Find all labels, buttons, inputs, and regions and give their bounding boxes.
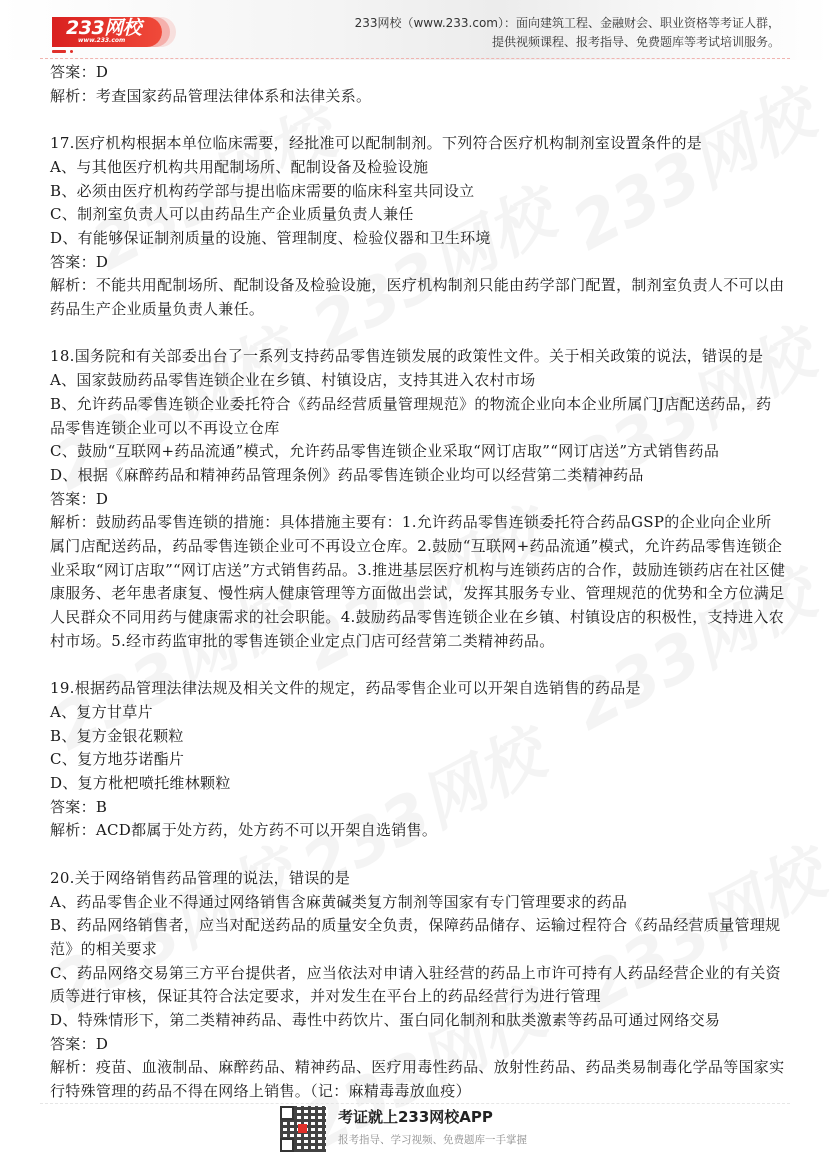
option-b: B、复方金银花颗粒	[50, 726, 184, 745]
question-17	[50, 132, 786, 322]
question-18	[50, 345, 786, 653]
tagline-line-1: 233网校（www.233.com）：面向建筑工程、金融财会、职业资格等考证人群，	[354, 16, 780, 30]
option-c: C、药品网络交易第三方平台提供者，应当依法对申请入驻经营的药品上市许可持有人药品经营企业的有关资质等进行审核，保证其符合法定要求，并对发生在平台上的药品经营行为进行管理	[50, 963, 781, 1006]
app-promo-subtitle: 报考指导、学习视频、免费题库一手掌握	[338, 1134, 527, 1146]
brand-logo[interactable]	[52, 17, 162, 47]
spacer	[50, 322, 786, 346]
answer-line: 答案：D	[50, 252, 109, 271]
analysis-line: 解析：疫苗、血液制品、麻醉药品、精神药品、医疗用毒性药品、放射性药品、药品类易制毒化学品等国家实行特殊管理的药品不得在网络上销售。（记：麻精毒毒放血疫）	[50, 1058, 785, 1101]
option-d: D、复方枇杷喷托维林颗粒	[50, 774, 231, 793]
logo-accent-dot	[70, 50, 73, 53]
analysis-line: 解析：鼓励药品零售连锁的措施：具体措施主要有：1.允许药品零售连锁委托符合药品GSP的企业向企业所属门店配送药品，药品零售连锁企业可不再设立仓库。2.鼓励“互联网+药品流通”模式，允许药品零售连锁企业采取“网订店取”“网订店送”方式销售药品。3.推进基层医疗机构与连锁药店的合作，鼓励连锁药店在社区健康服务、老年患者康复、慢性病人健康管理等方面做出尝试，发挥其服务专业、管理规范的优势和全方位满足人民群众不同用药与健康需求的社会职能。4.鼓励药品零售连锁企业在乡镇、村镇设店的积极性，支持进入农村市场。5.经市药监审批的零售连锁企业定点门店可经营第二类精神药品。	[50, 513, 786, 650]
analysis-line: 解析：不能共用配制场所、配制设备及检验设施，医疗机构制剂只能由药学部门配置，制剂室负责人不可以由药品生产企业质量负责人兼任。	[50, 276, 785, 319]
option-c: C、复方地芬诺酯片	[50, 750, 185, 769]
option-b: B、必须由医疗机构药学部与提出临床需要的临床科室共同设立	[50, 181, 475, 200]
answer-line: 答案：B	[50, 797, 108, 816]
header-divider	[40, 58, 790, 59]
footer-divider	[40, 1103, 790, 1104]
analysis-line: 解析：ACD都属于处方药，处方药不可以开架自选销售。	[50, 821, 438, 840]
document-body	[50, 61, 786, 1104]
option-c: C、鼓励“互联网+药品流通”模式，允许药品零售连锁企业采取“网订店取”“网订店送”方式销售药品	[50, 442, 720, 461]
logo-brand-text: 233网校	[66, 17, 142, 39]
spacer	[50, 843, 786, 867]
question-19	[50, 677, 786, 843]
logo-url-text: www.233.com	[78, 37, 126, 44]
tagline-line-2: 提供视频课程、报考指导、免费题库等考试培训服务。	[491, 35, 780, 49]
qr-logo-icon	[298, 1124, 307, 1133]
option-d: D、特殊情形下，第二类精神药品、毒性中药饮片、蛋白同化制剂和肽类激素等药品可通过网络交易	[50, 1011, 721, 1030]
option-a: A、药品零售企业不得通过网络销售含麻黄碱类复方制剂等国家有专门管理要求的药品	[50, 892, 628, 911]
logo-accent-bar	[52, 50, 66, 53]
analysis-line: 解析：考查国家药品管理法律体系和法律关系。	[50, 86, 372, 105]
option-a: A、国家鼓励药品零售连锁企业在乡镇、村镇设店，支持其进入农村市场	[50, 371, 536, 390]
option-c: C、制剂室负责人可以由药品生产企业质量负责人兼任	[50, 205, 414, 224]
option-b: B、药品网络销售者，应当对配送药品的质量安全负责，保障药品储存、运输过程符合《药品经营质量管理规范》的相关要求	[50, 916, 781, 958]
question-stem: 17.医疗机构根据本单位临床需要，经批准可以配制制剂。下列符合医疗机构制剂室设置条件的是	[50, 134, 703, 153]
header-tagline	[260, 14, 780, 52]
answer-line: 答案：D	[50, 489, 109, 508]
option-a: A、复方甘草片	[50, 702, 153, 721]
question-stem: 19.根据药品管理法律法规及相关文件的规定，药品零售企业可以开架自选销售的药品是	[50, 679, 641, 698]
option-d: D、有能够保证制剂质量的设施、管理制度、检验仪器和卫生环境	[50, 228, 491, 247]
option-b: B、允许药品零售连锁企业委托符合《药品经营质量管理规范》的物流企业向本企业所属门J店配送药品，药品零售连锁企业可以不再设立仓库	[50, 394, 772, 437]
answer-line: 答案：D	[50, 1034, 109, 1053]
question-stem: 18.国务院和有关部委出台了一系列支持药品零售连锁发展的政策性文件。关于相关政策的说法，错误的是	[50, 347, 764, 366]
spacer	[50, 654, 786, 678]
option-d: D、根据《麻醉药品和精神药品管理条例》药品零售连锁企业均可以经营第二类精神药品	[50, 465, 644, 484]
app-promo-title[interactable]: 考证就上233网校APP	[338, 1108, 493, 1126]
question-stem: 20.关于网络销售药品管理的说法，错误的是	[50, 868, 351, 887]
answer-line: 答案：D	[50, 63, 109, 81]
spacer	[50, 108, 786, 132]
option-a: A、与其他医疗机构共用配制场所、配制设备及检验设施	[50, 157, 429, 176]
question-20	[50, 867, 786, 1104]
